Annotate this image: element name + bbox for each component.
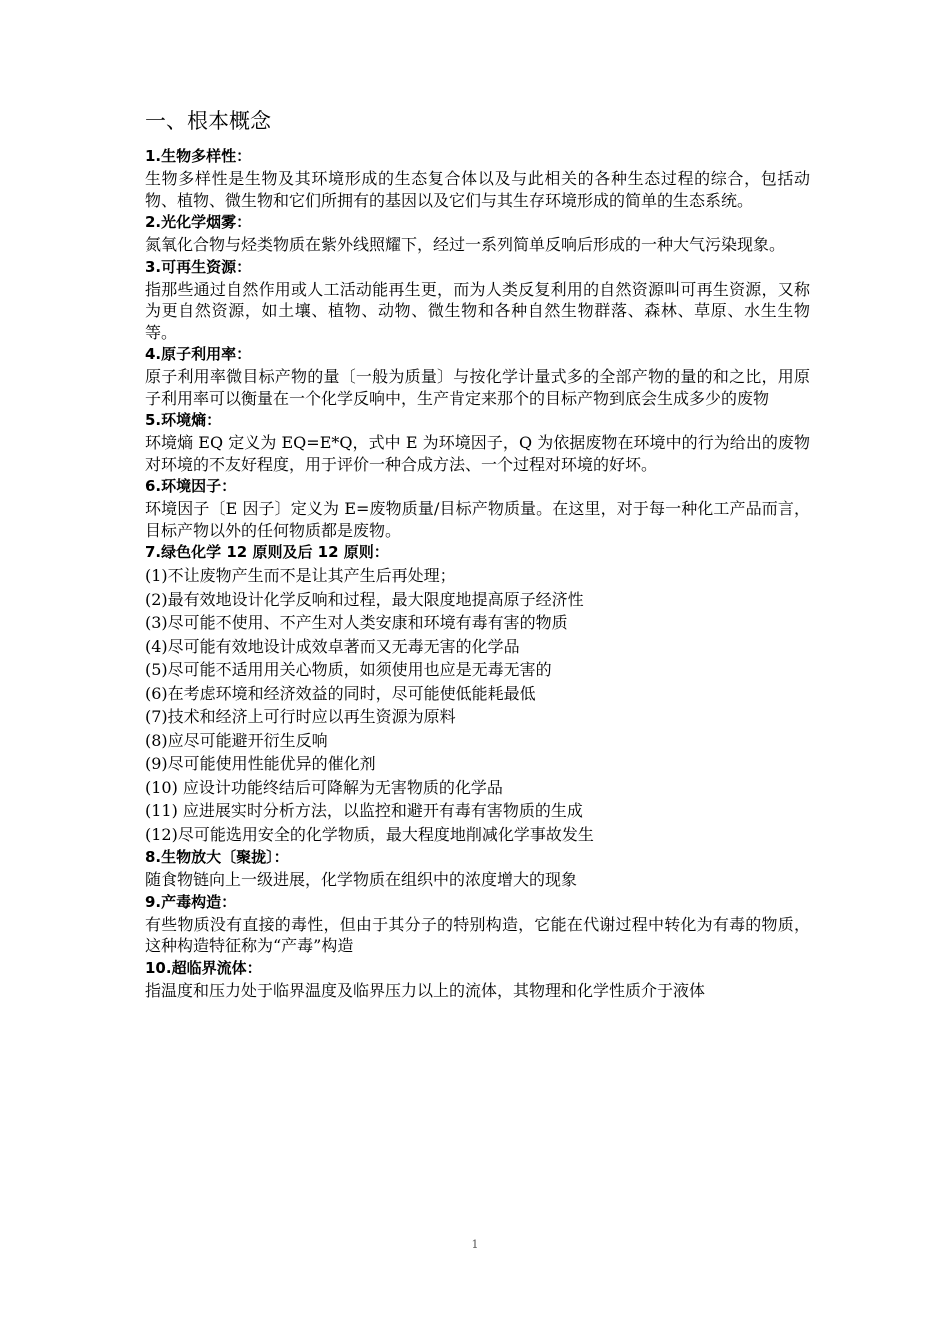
principle-item: (9)尽可能使用性能优异的催化剂 <box>145 754 376 773</box>
term-title: 4.原子利用率： <box>145 345 252 363</box>
term-1 <box>145 145 810 211</box>
term-5 <box>145 409 810 475</box>
term-8 <box>145 846 810 891</box>
term-title: 6.环境因子： <box>145 477 237 495</box>
term-body: 有些物质没有直接的毒性，但由于其分子的特别构造，它能在代谢过程中转化为有毒的物质，这种构造特征称为“产毒”构造 <box>145 914 810 955</box>
principles-section <box>145 541 810 846</box>
term-10 <box>145 957 810 1002</box>
principles-title: 7.绿色化学 12 原则及后 12 原则： <box>145 543 389 561</box>
term-title: 2.光化学烟雾： <box>145 213 252 231</box>
principle-item: (2)最有效地设计化学反响和过程，最大限度地提高原子经济性 <box>145 589 584 609</box>
term-title: 9.产毒构造： <box>145 892 237 911</box>
term-body: 原子利用率微目标产物的量〔一般为质量〕与按化学计量式多的全部产物的量的和之比，用原子利用率可以衡量在一个化学反响中，生产肯定来那个的目标产物到底会生成多少的废物 <box>145 367 810 408</box>
term-2 <box>145 211 810 256</box>
term-body: 氮氧化合物与烃类物质在紫外线照耀下，经过一系列简单反响后形成的一种大气污染现象。 <box>145 235 786 254</box>
principle-item: (7)技术和经济上可行时应以再生资源为原料 <box>145 707 456 726</box>
term-3 <box>145 256 810 344</box>
document-page <box>145 105 810 1001</box>
principle-item: (4)尽可能有效地设计成效卓著而又无毒无害的化学品 <box>145 636 520 656</box>
principle-item: (6)在考虑环境和经济效益的同时，尽可能使低能耗最低 <box>145 683 536 703</box>
principle-item: (3)尽可能不使用、不产生对人类安康和环境有毒有害的物质 <box>145 613 568 632</box>
section-title: 一、根本概念 <box>145 109 271 133</box>
principle-item: (8)应尽可能避开衍生反响 <box>145 730 328 750</box>
term-title: 1.生物多样性： <box>145 147 252 165</box>
term-body: 指那些通过自然作用或人工活动能再生更，而为人类反复利用的自然资源叫可再生资源，又称为更自然资源，如土壤、植物、动物、微生物和各种自然生物群落、森林、草原、水生生物等。 <box>145 279 810 342</box>
term-body: 环境因子〔E 因子〕定义为 E=废物质量/目标产物质量。在这里，对于每一种化工产品而言，目标产物以外的任何物质都是废物。 <box>145 499 810 540</box>
term-4 <box>145 343 810 409</box>
term-9 <box>145 891 810 957</box>
term-title: 8.生物放大〔聚拢〕： <box>145 848 289 866</box>
term-title: 3.可再生资源： <box>145 257 252 276</box>
term-body: 环境熵 EQ 定义为 EQ=E*Q，式中 E 为环境因子，Q 为依据废物在环境中的行为给出的废物对环境的不友好程度，用于评价一种合成方法、一个过程对环境的好坏。 <box>145 433 810 474</box>
term-title: 5.环境熵： <box>145 411 222 429</box>
principle-item: (10) 应设计功能终结后可降解为无害物质的化学品 <box>145 777 503 797</box>
term-body: 生物多样性是生物及其环境形成的生态复合体以及与此相关的各种生态过程的综合，包括动物、植物、微生物和它们所拥有的基因以及它们与其生存环境形成的简单的生态系统。 <box>145 169 810 210</box>
principle-item: (12)尽可能选用安全的化学物质，最大程度地削减化学事故发生 <box>145 824 594 844</box>
principle-item: (5)尽可能不适用用关心物质，如须使用也应是无毒无害的 <box>145 660 552 679</box>
term-6 <box>145 475 810 541</box>
term-title: 10.超临界流体： <box>145 958 262 977</box>
principle-item: (1)不让废物产生而不是让其产生后再处理； <box>145 566 456 585</box>
page-number: 1 <box>471 1238 479 1251</box>
term-body: 指温度和压力处于临界温度及临界压力以上的流体，其物理和化学性质介于液体 <box>145 980 706 1000</box>
principle-item: (11) 应进展实时分析方法，以监控和避开有毒有害物质的生成 <box>145 801 583 820</box>
term-body: 随食物链向上一级进展，化学物质在组织中的浓度增大的现象 <box>145 870 578 889</box>
